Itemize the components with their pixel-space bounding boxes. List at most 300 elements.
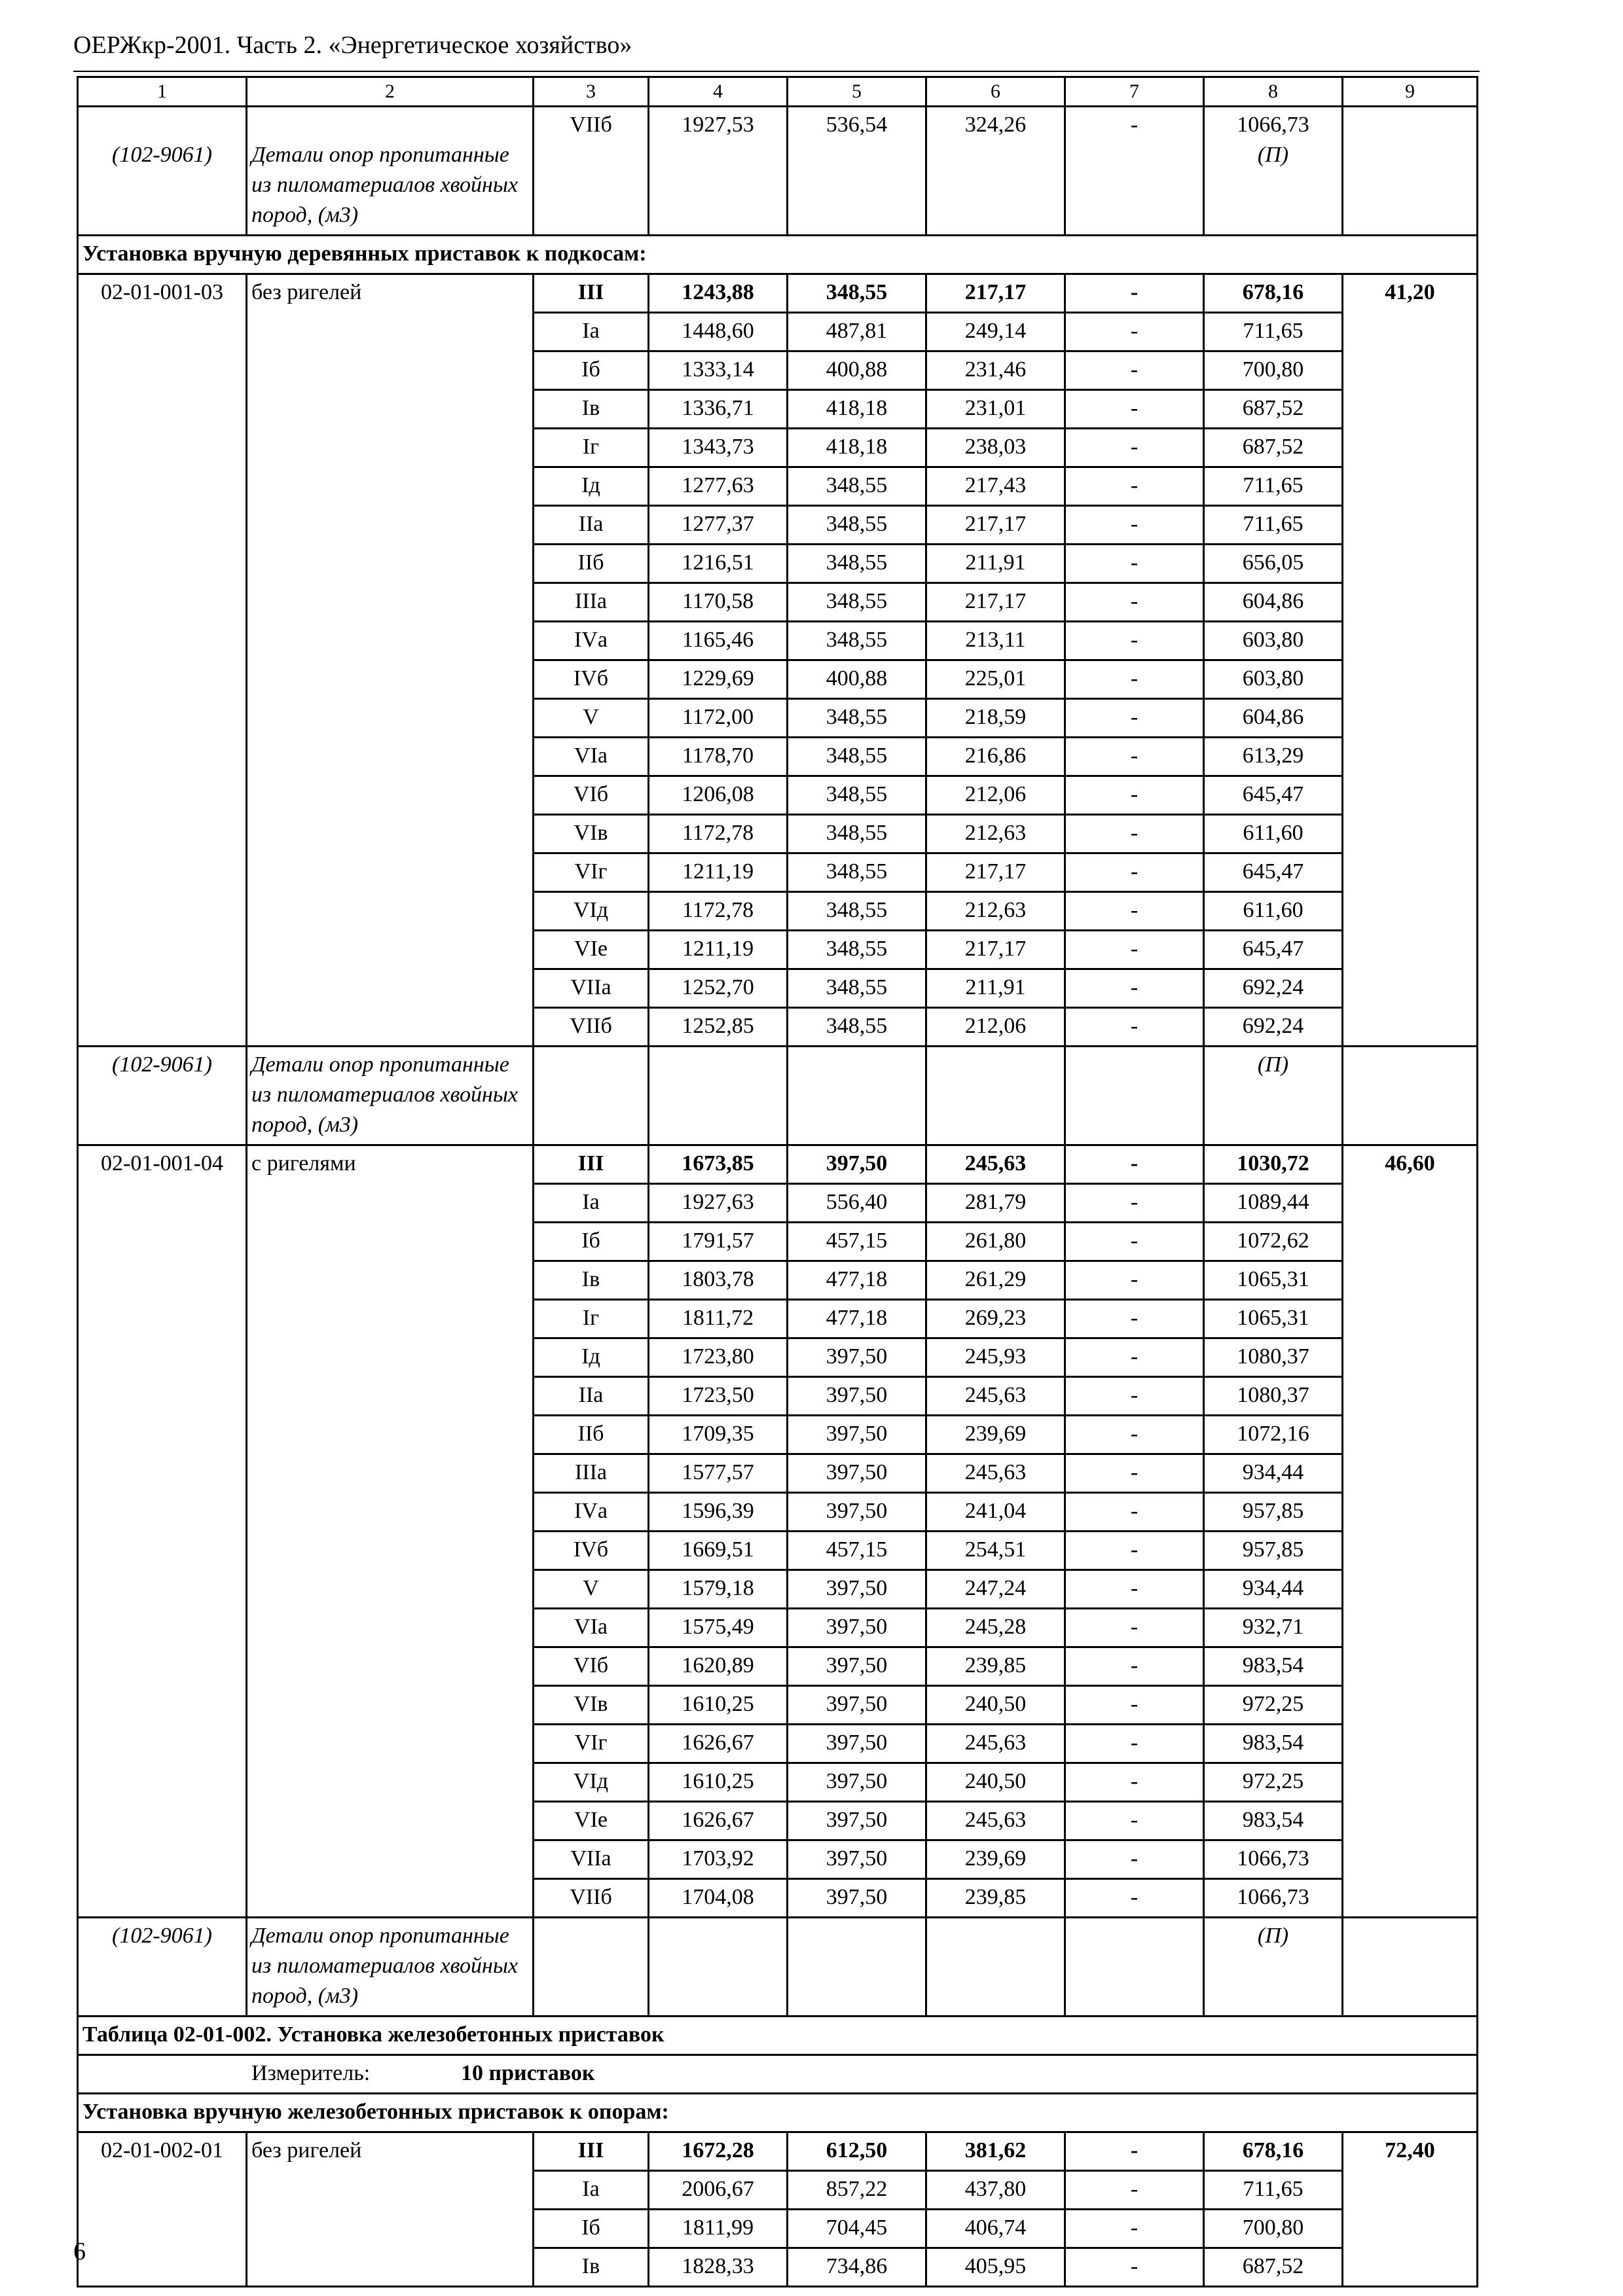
labor-cost: 46,60 [1343,1145,1478,1918]
cell-zone: Iг [534,1300,649,1338]
cell-c8: 1065,31 [1204,1300,1343,1338]
cell-c8: 603,80 [1204,660,1343,699]
cell-c6: 261,80 [926,1223,1065,1261]
cell-c4: 1723,80 [649,1338,788,1377]
cell-c6: 245,63 [926,1145,1065,1184]
cell-zone: Iб [534,1223,649,1261]
rate-name: без ригелей [247,2132,534,2287]
column-number: 9 [1343,77,1478,107]
cell-zone: VIв [534,815,649,853]
table-row [78,274,1478,313]
cell-c5: 348,55 [788,853,926,892]
cell-c4: 1828,33 [649,2248,788,2287]
cell-c4: 1448,60 [649,313,788,351]
cell-c6: 217,17 [926,931,1065,969]
cell-c5: 348,55 [788,274,926,313]
cell-c4: 1172,00 [649,699,788,738]
cell-zone: V [534,1570,649,1609]
cell-c6: 405,95 [926,2248,1065,2287]
cell-c5: 457,15 [788,1223,926,1261]
cell-c4: 1216,51 [649,545,788,583]
cell-c5: 348,55 [788,892,926,931]
cell-c8: 645,47 [1204,853,1343,892]
price-table [77,76,1478,2287]
cell-c8: 700,80 [1204,351,1343,390]
cell-c4: 1172,78 [649,892,788,931]
cell-c5: 487,81 [788,313,926,351]
cell-c5: 397,50 [788,1377,926,1416]
empty-cell [534,1047,649,1145]
cell-c8: 1080,37 [1204,1338,1343,1377]
cell-zone: IIб [534,1416,649,1454]
cell-c6: 239,85 [926,1647,1065,1686]
cell-c8: 604,86 [1204,583,1343,622]
empty-cell [926,1918,1065,2017]
cell-c4: 1333,14 [649,351,788,390]
cell-c5: 612,50 [788,2132,926,2171]
empty-cell [788,1918,926,2017]
cell-c4: 1165,46 [649,622,788,660]
column-number: 2 [247,77,534,107]
section-heading-text: Установка вручную железобетонных приставок к опорам: [78,2094,1478,2132]
cell-c7: - [1065,583,1204,622]
cell-c5: 348,55 [788,545,926,583]
material-mark: (П) [1257,143,1289,167]
empty-cell [1343,107,1478,236]
cell-c5: 397,50 [788,1802,926,1840]
cell-c7: - [1065,1300,1204,1338]
cell-c6: 281,79 [926,1184,1065,1223]
cell-c5: 400,88 [788,351,926,390]
meter-value: 10 приставок [461,2061,595,2085]
cell-c7: - [1065,815,1204,853]
column-number: 3 [534,77,649,107]
cell-c4: 1704,08 [649,1879,788,1918]
cell-c7: - [1065,1145,1204,1184]
cell-zone: VIв [534,1686,649,1725]
cell-zone: IVа [534,1493,649,1532]
cell-c4: 1811,72 [649,1300,788,1338]
cell-c6: 212,06 [926,776,1065,815]
cell-zone: Iв [534,1261,649,1300]
cell-c8: 934,44 [1204,1454,1343,1493]
cell-c7: - [1065,2248,1204,2287]
cell-c5: 348,55 [788,931,926,969]
cell-zone: VIд [534,892,649,931]
cell-c4: 1243,88 [649,274,788,313]
cell-zone: VIIа [534,969,649,1008]
cell-c4: 1791,57 [649,1223,788,1261]
cell-zone: III [534,1145,649,1184]
cell-c6: 240,50 [926,1763,1065,1802]
cell-c8: 604,86 [1204,699,1343,738]
cell-c8: 932,71 [1204,1609,1343,1647]
cell-c6: 217,17 [926,274,1065,313]
cell-zone: V [534,699,649,738]
column-number: 5 [788,77,926,107]
cell-c7: - [1065,1261,1204,1300]
column-number: 7 [1065,77,1204,107]
cell-zone: VIб [534,776,649,815]
cell-c4: 1669,51 [649,1532,788,1570]
cell-c5: 397,50 [788,1763,926,1802]
cell-zone: VIIа [534,1840,649,1879]
cell-c4: 1596,39 [649,1493,788,1532]
cell-c4: 1229,69 [649,660,788,699]
cell-zone: VIг [534,1725,649,1763]
cell-c7: - [1065,738,1204,776]
cell-c4: 1277,37 [649,506,788,545]
cell-c4: 1579,18 [649,1570,788,1609]
empty-cell [649,1918,788,2017]
cell-c5: 397,50 [788,1416,926,1454]
meter-label: Измеритель: [251,2061,371,2085]
cell-c7: - [1065,1802,1204,1840]
cell-c6: 238,03 [926,429,1065,467]
cell-c4: 1803,78 [649,1261,788,1300]
cell-c7: - [1065,1725,1204,1763]
cell-zone: VIIб [534,1879,649,1918]
cell-c8: 957,85 [1204,1532,1343,1570]
cell-c6: 212,63 [926,892,1065,931]
cell-c5: 536,54 [788,107,926,236]
cell-c7: - [1065,1338,1204,1377]
material-mark: (П) [1204,1918,1343,2017]
empty-cell [1343,1918,1478,2017]
cell-c4: 1709,35 [649,1416,788,1454]
cell-c4: 2006,67 [649,2171,788,2210]
cell-c4: 1927,63 [649,1184,788,1223]
cell-zone: IIIа [534,1454,649,1493]
cell-c7: - [1065,776,1204,815]
material-row [78,1918,1478,2017]
cell-c5: 348,55 [788,776,926,815]
cell-c5: 397,50 [788,1609,926,1647]
cell-c4: 1610,25 [649,1686,788,1725]
empty-cell [926,1047,1065,1145]
cell-c4: 1626,67 [649,1802,788,1840]
section-heading [78,2094,1478,2132]
rate-code: 02-01-001-04 [78,1145,247,1918]
cell-c5: 400,88 [788,660,926,699]
cell-c7: - [1065,660,1204,699]
cell-c7: - [1065,853,1204,892]
section-heading-text: Установка вручную деревянных приставок к подкосам: [78,236,1478,274]
cell-c4: 1178,70 [649,738,788,776]
rate-name: с ригелями [247,1145,534,1918]
cell-zone: Iб [534,2210,649,2248]
cell-c6: 254,51 [926,1532,1065,1570]
table-row [78,107,1478,236]
cell-c8: 613,29 [1204,738,1343,776]
cell-c8: 1065,31 [1204,1261,1343,1300]
cell-c5: 348,55 [788,699,926,738]
cell-zone: Iа [534,2171,649,2210]
cell-c8: 711,65 [1204,2171,1343,2210]
cell-c8: 645,47 [1204,931,1343,969]
cell-c8-value: 1066,73 [1237,113,1309,137]
cell-c7: - [1065,107,1204,236]
table-title-row [78,2017,1478,2055]
cell-c8: 611,60 [1204,815,1343,853]
cell-c5: 348,55 [788,1008,926,1047]
cell-c8: 687,52 [1204,390,1343,429]
cell-c7: - [1065,969,1204,1008]
cell-c6: 211,91 [926,969,1065,1008]
cell-c8: 1089,44 [1204,1184,1343,1223]
column-number: 8 [1204,77,1343,107]
cell-zone: VIг [534,853,649,892]
cell-c8: 687,52 [1204,429,1343,467]
cell-c8: 983,54 [1204,1647,1343,1686]
column-number: 1 [78,77,247,107]
cell-c6: 269,23 [926,1300,1065,1338]
cell-c7: - [1065,313,1204,351]
cell-c4: 1927,53 [649,107,788,236]
cell-c6: 231,46 [926,351,1065,390]
cell-zone: VIа [534,1609,649,1647]
material-name: Детали опор пропитанные из пиломатериалов хвойных пород, (м3) [247,1047,534,1145]
cell-c4: 1172,78 [649,815,788,853]
cell-c8: 656,05 [1204,545,1343,583]
cell-c7: - [1065,699,1204,738]
cell-c5: 397,50 [788,1454,926,1493]
cell-c6: 217,17 [926,506,1065,545]
cell-c6: 437,80 [926,2171,1065,2210]
cell-zone: Iд [534,467,649,506]
cell-c6: 213,11 [926,622,1065,660]
cell-c7: - [1065,2132,1204,2171]
cell-c7: - [1065,506,1204,545]
cell-c8: 711,65 [1204,467,1343,506]
material-code: (102-9061) [78,1047,247,1145]
cell-zone: IIа [534,1377,649,1416]
cell-c5: 418,18 [788,390,926,429]
cell-c7: - [1065,1377,1204,1416]
cell-c6: 406,74 [926,2210,1065,2248]
cell-c7: - [1065,1008,1204,1047]
cell-c5: 348,55 [788,506,926,545]
page-number: 6 [73,2238,86,2265]
cell-c8: 603,80 [1204,622,1343,660]
cell-c8: 1030,72 [1204,1145,1343,1184]
cell-c4: 1703,92 [649,1840,788,1879]
cell-zone: IVа [534,622,649,660]
cell-c5: 734,86 [788,2248,926,2287]
material-code: (102-9061) [78,1918,247,2017]
cell-c5: 348,55 [788,815,926,853]
cell-c5: 348,55 [788,969,926,1008]
cell-c7: - [1065,2171,1204,2210]
empty-cell [649,1047,788,1145]
cell-c5: 397,50 [788,1493,926,1532]
cell-c6: 261,29 [926,1261,1065,1300]
cell-c4: 1170,58 [649,583,788,622]
meter-cell [78,2055,1478,2094]
material-code: (102-9061) [78,107,247,236]
cell-c4: 1336,71 [649,390,788,429]
cell-zone: VIб [534,1647,649,1686]
cell-c6: 211,91 [926,545,1065,583]
cell-c4: 1343,73 [649,429,788,467]
cell-c5: 397,50 [788,1338,926,1377]
cell-c5: 556,40 [788,1184,926,1223]
cell-c5: 348,55 [788,622,926,660]
cell-c7: - [1065,1609,1204,1647]
cell-c8: 972,25 [1204,1686,1343,1725]
cell-c4: 1723,50 [649,1377,788,1416]
rate-code: 02-01-001-03 [78,274,247,1047]
cell-c7: - [1065,1493,1204,1532]
cell-zone: Iа [534,313,649,351]
cell-zone: IIа [534,506,649,545]
cell-c7: - [1065,1763,1204,1802]
material-mark: (П) [1204,1047,1343,1145]
empty-cell [1065,1047,1204,1145]
cell-zone: VIIб [534,107,649,236]
cell-c4: 1626,67 [649,1725,788,1763]
cell-c4: 1211,19 [649,931,788,969]
meter-row [78,2055,1478,2094]
cell-c8: 1066,73 [1204,1840,1343,1879]
cell-c7: - [1065,622,1204,660]
cell-zone: VIа [534,738,649,776]
cell-c4: 1672,28 [649,2132,788,2171]
cell-c4: 1610,25 [649,1763,788,1802]
material-name: Детали опор пропитанные из пиломатериалов хвойных пород, (м3) [247,107,534,236]
cell-c7: - [1065,931,1204,969]
cell-zone: III [534,274,649,313]
cell-c4: 1620,89 [649,1647,788,1686]
cell-c7: - [1065,390,1204,429]
cell-c8: 1072,62 [1204,1223,1343,1261]
column-number: 4 [649,77,788,107]
section-heading [78,236,1478,274]
cell-c5: 397,50 [788,1879,926,1918]
cell-c6: 245,63 [926,1454,1065,1493]
cell-zone: Iв [534,390,649,429]
cell-c6: 245,63 [926,1725,1065,1763]
cell-c8: 1072,16 [1204,1416,1343,1454]
cell-c7: - [1065,1570,1204,1609]
cell-c5: 397,50 [788,1570,926,1609]
column-number-row [78,77,1478,107]
cell-c7: - [1065,274,1204,313]
cell-c7: - [1065,892,1204,931]
cell-c5: 477,18 [788,1261,926,1300]
cell-c6: 218,59 [926,699,1065,738]
cell-c4: 1575,49 [649,1609,788,1647]
header-rule [73,71,1480,72]
cell-c6: 249,14 [926,313,1065,351]
cell-c7: - [1065,1686,1204,1725]
cell-zone: IIб [534,545,649,583]
cell-zone: Iг [534,429,649,467]
cell-c6: 217,17 [926,853,1065,892]
cell-c8: 645,47 [1204,776,1343,815]
cell-c5: 397,50 [788,1725,926,1763]
cell-c7: - [1065,1184,1204,1223]
column-number: 6 [926,77,1065,107]
cell-c8: 692,24 [1204,969,1343,1008]
cell-c5: 704,45 [788,2210,926,2248]
cell-c7: - [1065,2210,1204,2248]
cell-zone: VIIб [534,1008,649,1047]
cell-c4: 1206,08 [649,776,788,815]
cell-c7: - [1065,1223,1204,1261]
rate-code: 02-01-002-01 [78,2132,247,2287]
table-title: Таблица 02-01-002. Установка железобетонных приставок [78,2017,1478,2055]
cell-c6: 381,62 [926,2132,1065,2171]
cell-c4: 1252,70 [649,969,788,1008]
cell-c5: 477,18 [788,1300,926,1338]
cell-zone: Iв [534,2248,649,2287]
cell-c6: 231,01 [926,390,1065,429]
cell-c6: 217,17 [926,583,1065,622]
cell-c7: - [1065,545,1204,583]
labor-cost: 72,40 [1343,2132,1478,2287]
cell-c4: 1211,19 [649,853,788,892]
cell-c7: - [1065,429,1204,467]
cell-c8: 611,60 [1204,892,1343,931]
cell-c8 [1204,107,1343,236]
cell-c8: 692,24 [1204,1008,1343,1047]
cell-c8: 957,85 [1204,1493,1343,1532]
cell-c7: - [1065,1454,1204,1493]
table-row [78,2132,1478,2171]
cell-c5: 457,15 [788,1532,926,1570]
cell-c6: 212,06 [926,1008,1065,1047]
price-table-body [78,77,1478,2287]
cell-c8: 983,54 [1204,1802,1343,1840]
cell-c7: - [1065,1647,1204,1686]
cell-c7: - [1065,351,1204,390]
cell-c8: 678,16 [1204,2132,1343,2171]
rate-name: без ригелей [247,274,534,1047]
cell-zone: IIIа [534,583,649,622]
cell-zone: Iб [534,351,649,390]
cell-c5: 397,50 [788,1686,926,1725]
cell-c5: 397,50 [788,1145,926,1184]
cell-zone: III [534,2132,649,2171]
cell-c6: 245,93 [926,1338,1065,1377]
document-header: ОЕРЖкр-2001. Часть 2. «Энергетическое хозяйство» [73,31,632,59]
cell-c6: 239,69 [926,1840,1065,1879]
cell-c8: 934,44 [1204,1570,1343,1609]
cell-c6: 239,69 [926,1416,1065,1454]
cell-c7: - [1065,1879,1204,1918]
empty-cell [1065,1918,1204,2017]
cell-zone: Iа [534,1184,649,1223]
cell-c8: 678,16 [1204,274,1343,313]
cell-c6: 247,24 [926,1570,1065,1609]
empty-cell [1343,1047,1478,1145]
empty-cell [534,1918,649,2017]
cell-c8: 1066,73 [1204,1879,1343,1918]
cell-c8: 687,52 [1204,2248,1343,2287]
cell-c8: 983,54 [1204,1725,1343,1763]
cell-zone: IVб [534,660,649,699]
cell-zone: VIе [534,931,649,969]
cell-c6: 239,85 [926,1879,1065,1918]
cell-c6: 324,26 [926,107,1065,236]
cell-zone: Iд [534,1338,649,1377]
cell-c6: 240,50 [926,1686,1065,1725]
cell-c5: 397,50 [788,1647,926,1686]
cell-c7: - [1065,1840,1204,1879]
cell-zone: VIд [534,1763,649,1802]
cell-c4: 1811,99 [649,2210,788,2248]
